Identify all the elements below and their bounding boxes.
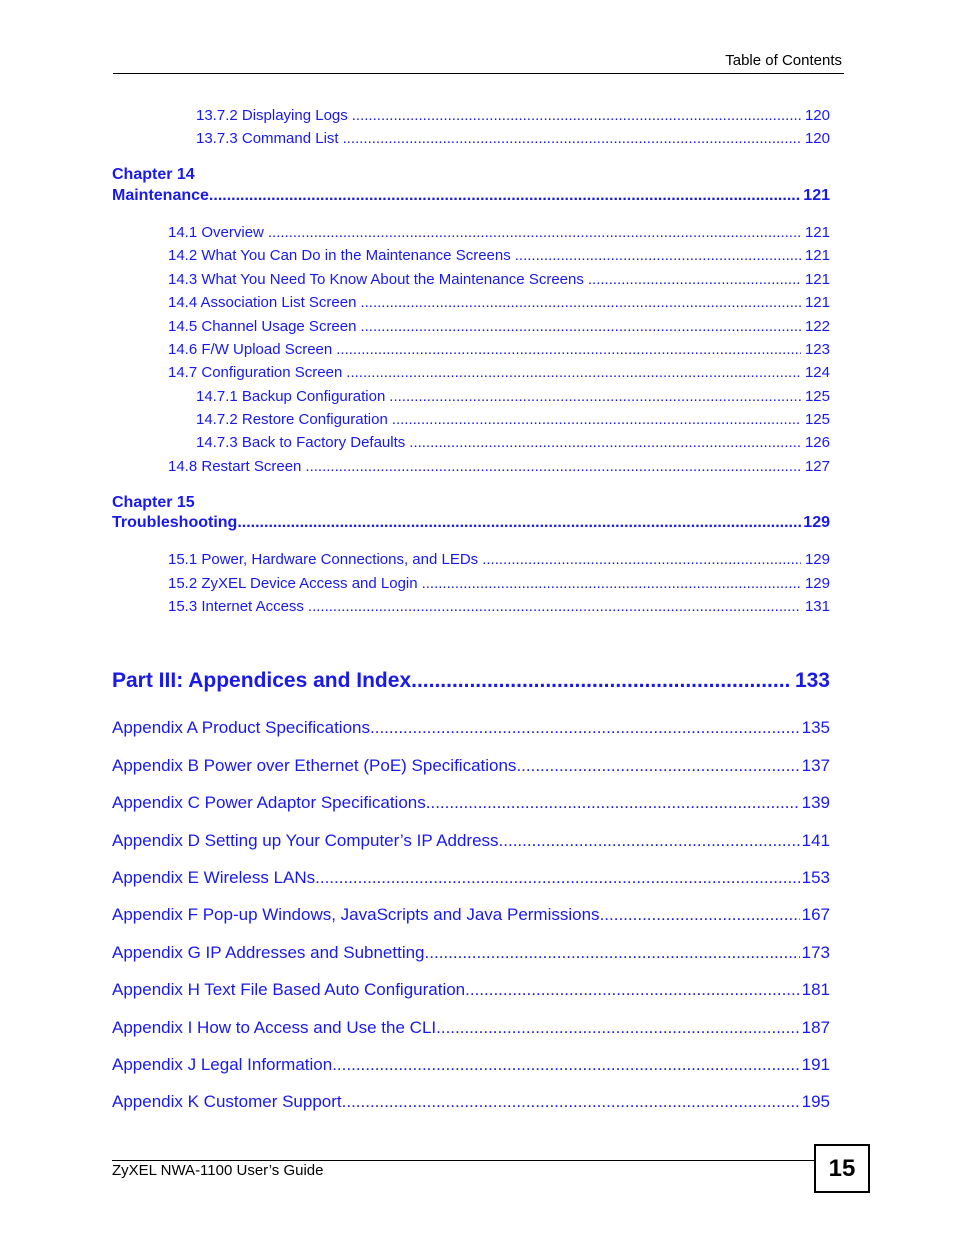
toc-entry[interactable]	[196, 107, 830, 124]
toc-entry-page: 121	[804, 271, 830, 288]
appendix-entry[interactable]	[112, 756, 830, 776]
toc-entry[interactable]	[168, 458, 830, 475]
footer-divider	[112, 1160, 815, 1161]
toc-entry-page: 127	[804, 458, 830, 475]
appendix-label: Appendix H Text File Based Auto Configuration	[112, 980, 466, 999]
appendix-entry[interactable]	[112, 943, 830, 963]
toc-entry-label: 14.8 Restart Screen	[168, 458, 302, 475]
toc-entry-label: 13.7.3 Command List	[196, 130, 339, 147]
appendix-label: Appendix B Power over Ethernet (PoE) Specifications	[112, 756, 517, 775]
toc-entry[interactable]	[196, 411, 830, 428]
toc-entry-label: 14.7.1 Backup Configuration	[196, 388, 386, 405]
appendix-entry[interactable]	[112, 1092, 830, 1112]
toc-entry-label: 14.7 Configuration Screen	[168, 364, 343, 381]
appendix-page: 191	[801, 1055, 830, 1074]
toc-entry-page: 121	[804, 224, 830, 241]
chapter-title-text: Maintenance	[112, 187, 209, 204]
toc-entry-page: 123	[804, 341, 830, 358]
toc-entry-label: 15.3 Internet Access	[168, 598, 304, 615]
toc-entry[interactable]	[168, 551, 830, 568]
toc-entry-label: 14.3 What You Need To Know About the Maintenance Screens	[168, 271, 584, 288]
toc-entry-page: 125	[804, 388, 830, 405]
part-page: 133	[794, 669, 830, 692]
appendix-label: Appendix I How to Access and Use the CLI	[112, 1018, 437, 1037]
toc-entry-label: 14.2 What You Can Do in the Maintenance Screens	[168, 247, 511, 264]
appendix-label: Appendix G IP Addresses and Subnetting	[112, 943, 425, 962]
appendix-entry[interactable]	[112, 1018, 830, 1038]
appendix-label: Appendix F Pop-up Windows, JavaScripts and Java Permissions	[112, 905, 600, 924]
toc-entry[interactable]	[168, 598, 830, 615]
appendix-entry[interactable]	[112, 980, 830, 1000]
toc-entry-label: 14.6 F/W Upload Screen	[168, 341, 333, 358]
appendix-page: 173	[801, 943, 830, 962]
toc-entry[interactable]	[168, 294, 830, 311]
toc-entry[interactable]	[168, 341, 830, 358]
toc-entry-page: 120	[804, 130, 830, 147]
toc-entry[interactable]	[168, 364, 830, 381]
part-3-title[interactable]	[112, 669, 830, 693]
toc-entry-label: 14.7.3 Back to Factory Defaults	[196, 434, 406, 451]
toc-entry[interactable]	[168, 224, 830, 241]
appendix-entry[interactable]	[112, 831, 830, 851]
appendix-entry[interactable]	[112, 868, 830, 888]
toc-entry[interactable]	[168, 247, 830, 264]
chapter-title-text: Troubleshooting	[112, 514, 238, 531]
appendix-label: Appendix A Product Specifications	[112, 718, 370, 737]
chapter-page: 129	[803, 514, 830, 531]
toc-entry-page: 121	[804, 294, 830, 311]
toc-entry-page: 126	[804, 434, 830, 451]
toc-entry-label: 15.1 Power, Hardware Connections, and LEDs	[168, 551, 479, 568]
appendix-label: Appendix J Legal Information	[112, 1055, 333, 1074]
toc-entry-page: 131	[804, 598, 830, 615]
appendix-page: 135	[801, 718, 830, 737]
toc-entry-label: 14.5 Channel Usage Screen	[168, 318, 357, 335]
toc-entry-page: 129	[804, 551, 830, 568]
toc-entry-page: 120	[804, 107, 830, 124]
toc-entry-label: 14.7.2 Restore Configuration	[196, 411, 388, 428]
toc-entry[interactable]	[196, 434, 830, 451]
appendix-page: 195	[801, 1092, 830, 1111]
toc-entry-page: 129	[804, 575, 830, 592]
chapter-15-title[interactable]	[112, 514, 830, 532]
appendix-page: 181	[801, 980, 830, 999]
toc-entry[interactable]	[168, 318, 830, 335]
appendix-entry[interactable]	[112, 905, 830, 925]
appendix-label: Appendix K Customer Support	[112, 1092, 342, 1111]
chapter-page: 121	[803, 187, 830, 204]
chapter-14-label: Chapter 14	[112, 166, 195, 183]
appendix-page: 153	[801, 868, 830, 887]
running-header: Table of Contents	[725, 52, 842, 69]
toc-entry-page: 122	[804, 318, 830, 335]
appendix-page: 139	[801, 793, 830, 812]
appendix-label: Appendix E Wireless LANs	[112, 868, 316, 887]
toc-entry[interactable]	[168, 575, 830, 592]
toc-entry[interactable]	[196, 130, 830, 147]
toc-entry-page: 125	[804, 411, 830, 428]
toc-entry-label: 13.7.2 Displaying Logs	[196, 107, 348, 124]
page-number: 15	[814, 1144, 870, 1193]
appendix-entry[interactable]	[112, 793, 830, 813]
appendix-page: 137	[801, 756, 830, 775]
appendix-entry[interactable]	[112, 718, 830, 738]
toc-entry-page: 121	[804, 247, 830, 264]
toc-entry-label: 14.4 Association List Screen	[168, 294, 357, 311]
toc-entry[interactable]	[196, 388, 830, 405]
toc-entry-page: 124	[804, 364, 830, 381]
header-divider	[113, 73, 844, 74]
appendix-page: 141	[801, 831, 830, 850]
part-title-text: Part III: Appendices and Index	[112, 669, 412, 692]
appendix-page: 187	[801, 1018, 830, 1037]
toc-entry-label: 14.1 Overview	[168, 224, 264, 241]
footer-guide-title: ZyXEL NWA-1100 User’s Guide	[112, 1162, 324, 1179]
toc-entry[interactable]	[168, 271, 830, 288]
appendix-page: 167	[801, 905, 830, 924]
appendix-entry[interactable]	[112, 1055, 830, 1075]
appendix-label: Appendix C Power Adaptor Specifications	[112, 793, 426, 812]
chapter-15-label: Chapter 15	[112, 494, 195, 511]
appendix-label: Appendix D Setting up Your Computer’s IP Address	[112, 831, 499, 850]
toc-entry-label: 15.2 ZyXEL Device Access and Login	[168, 575, 418, 592]
chapter-14-title[interactable]	[112, 187, 830, 205]
